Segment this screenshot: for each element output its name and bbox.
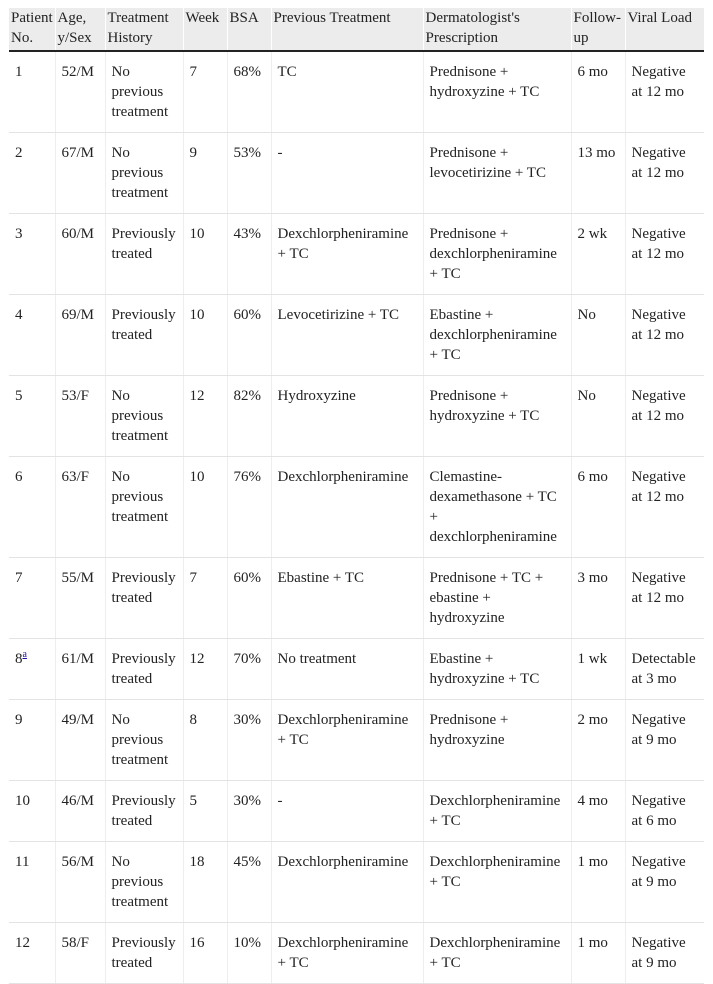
cell-follow-up — [571, 133, 625, 214]
cell-previous-treatment-text: - — [277, 145, 283, 161]
table-container — [9, 8, 704, 984]
cell-viral-load-text: Negative at 12 mo — [631, 226, 686, 262]
cell-week — [183, 781, 227, 842]
cell-week-text: 10 — [189, 307, 205, 323]
table-row — [9, 639, 704, 700]
cell-prescription-text: Prednisone + TC + ebastine + hydroxyzine — [429, 570, 544, 626]
table-row — [9, 781, 704, 842]
cell-follow-up-text: 13 mo — [577, 145, 616, 161]
cell-treatment-history — [105, 51, 183, 133]
cell-prescription-text: Prednisone + levocetirizine + TC — [429, 145, 546, 181]
cell-prescription — [423, 842, 571, 923]
cell-follow-up-text: 6 mo — [577, 64, 608, 80]
cell-previous-treatment — [271, 376, 423, 457]
cell-patient-no-text: 8 — [15, 651, 23, 667]
cell-viral-load — [625, 700, 704, 781]
cell-bsa — [227, 376, 271, 457]
cell-previous-treatment-text: - — [277, 793, 283, 809]
cell-age-sex — [55, 51, 105, 133]
cell-patient-no-text: 4 — [15, 307, 23, 323]
cell-prescription — [423, 295, 571, 376]
cell-previous-treatment — [271, 781, 423, 842]
cell-age-sex — [55, 923, 105, 984]
cell-viral-load-text: Negative at 12 mo — [631, 145, 686, 181]
cell-viral-load-text: Negative at 12 mo — [631, 64, 686, 100]
cell-treatment-history-text: No previous treatment — [111, 145, 169, 201]
cell-prescription-text: Prednisone + hydroxyzine + TC — [429, 388, 540, 424]
cell-treatment-history-text: Previously treated — [111, 226, 176, 262]
cell-prescription — [423, 639, 571, 700]
cell-bsa-text: 30% — [233, 793, 261, 809]
cell-bsa-text: 82% — [233, 388, 261, 404]
cell-prescription-text: Ebastine + hydroxyzine + TC — [429, 651, 540, 687]
cell-follow-up-text: 1 wk — [577, 651, 608, 667]
cell-viral-load — [625, 214, 704, 295]
cell-patient-no — [9, 133, 55, 214]
cell-age-sex-text: 49/M — [61, 712, 95, 728]
cell-viral-load — [625, 457, 704, 558]
cell-age-sex-text: 53/F — [61, 388, 90, 404]
cell-patient-no-text: 10 — [15, 793, 30, 809]
cell-prescription-text: Clemastine-dexamethasone + TC + dexchlorpheniramine — [429, 469, 557, 545]
cell-age-sex — [55, 781, 105, 842]
cell-viral-load-text: Negative at 12 mo — [631, 469, 686, 505]
cell-age-sex-text: 69/M — [61, 307, 95, 323]
cell-prescription — [423, 781, 571, 842]
cell-prescription — [423, 558, 571, 639]
cell-treatment-history-text: No previous treatment — [111, 712, 169, 768]
cell-age-sex — [55, 842, 105, 923]
table-row — [9, 376, 704, 457]
cell-bsa-text: 45% — [233, 854, 261, 870]
cell-viral-load — [625, 639, 704, 700]
cell-bsa — [227, 842, 271, 923]
table-row — [9, 457, 704, 558]
cell-follow-up — [571, 700, 625, 781]
cell-bsa — [227, 295, 271, 376]
cell-week — [183, 295, 227, 376]
cell-prescription-text: Prednisone + hydroxyzine — [429, 712, 509, 748]
cell-age-sex-text: 58/F — [61, 935, 90, 951]
cell-treatment-history — [105, 133, 183, 214]
cell-prescription — [423, 700, 571, 781]
cell-treatment-history — [105, 214, 183, 295]
cell-age-sex-text: 46/M — [61, 793, 95, 809]
cell-follow-up — [571, 923, 625, 984]
cell-follow-up — [571, 376, 625, 457]
cell-treatment-history — [105, 639, 183, 700]
cell-week-text: 12 — [189, 651, 205, 667]
cell-patient-no-text: 11 — [15, 854, 30, 870]
cell-prescription-text: Dexchlorpheniramine + TC — [429, 793, 561, 829]
cell-week-text: 16 — [189, 935, 205, 951]
cell-follow-up-text: 4 mo — [577, 793, 608, 809]
cell-patient-no — [9, 639, 55, 700]
cell-treatment-history — [105, 781, 183, 842]
cell-previous-treatment-text: Levocetirizine + TC — [277, 307, 399, 323]
cell-follow-up — [571, 295, 625, 376]
cell-previous-treatment — [271, 214, 423, 295]
cell-week-text: 9 — [189, 145, 197, 161]
cell-week-text: 8 — [189, 712, 197, 728]
cell-previous-treatment — [271, 51, 423, 133]
table-row — [9, 214, 704, 295]
cell-bsa-text: 53% — [233, 145, 261, 161]
table-row — [9, 133, 704, 214]
col-header-bsa: BSA — [227, 8, 271, 51]
cell-bsa — [227, 558, 271, 639]
cell-treatment-history — [105, 376, 183, 457]
cell-treatment-history — [105, 923, 183, 984]
cell-prescription-text: Ebastine + dexchlorpheniramine + TC — [429, 307, 557, 363]
cell-treatment-history-text: Previously treated — [111, 935, 176, 971]
cell-bsa — [227, 133, 271, 214]
cell-patient-no-text: 6 — [15, 469, 23, 485]
cell-bsa-text: 30% — [233, 712, 261, 728]
cell-patient-no — [9, 295, 55, 376]
cell-follow-up-text: 6 mo — [577, 469, 608, 485]
cell-follow-up — [571, 558, 625, 639]
cell-follow-up — [571, 214, 625, 295]
table-row — [9, 558, 704, 639]
col-header-age-sex: Age, y/Sex — [55, 8, 105, 51]
cell-viral-load-text: Negative at 9 mo — [631, 935, 686, 971]
cell-viral-load-text: Negative at 12 mo — [631, 307, 686, 343]
cell-previous-treatment-text: TC — [277, 64, 297, 80]
cell-age-sex — [55, 376, 105, 457]
cell-prescription-text: Prednisone + hydroxyzine + TC — [429, 64, 540, 100]
cell-viral-load — [625, 923, 704, 984]
cell-previous-treatment-text: Hydroxyzine — [277, 388, 356, 404]
cell-treatment-history-text: No previous treatment — [111, 388, 169, 444]
cell-treatment-history-text: No previous treatment — [111, 64, 169, 120]
cell-age-sex — [55, 133, 105, 214]
cell-week-text: 7 — [189, 64, 197, 80]
cell-follow-up — [571, 457, 625, 558]
cell-week-text: 12 — [189, 388, 205, 404]
cell-previous-treatment — [271, 639, 423, 700]
cell-week-text: 7 — [189, 570, 197, 586]
cell-prescription — [423, 214, 571, 295]
cell-treatment-history-text: Previously treated — [111, 651, 176, 687]
cell-week-text: 18 — [189, 854, 205, 870]
table-header-row — [9, 8, 704, 51]
cell-follow-up-text: 2 wk — [577, 226, 608, 242]
table-row — [9, 295, 704, 376]
cell-patient-no — [9, 781, 55, 842]
cell-viral-load-text: Negative at 12 mo — [631, 388, 686, 424]
cell-patient-no-text: 5 — [15, 388, 23, 404]
cell-prescription — [423, 51, 571, 133]
cell-bsa-text: 43% — [233, 226, 261, 242]
cell-prescription-text: Dexchlorpheniramine + TC — [429, 854, 561, 890]
table-row — [9, 51, 704, 133]
cell-week — [183, 214, 227, 295]
cell-bsa-text: 60% — [233, 570, 261, 586]
footnote-link[interactable]: a — [22, 649, 27, 660]
cell-viral-load — [625, 295, 704, 376]
cell-previous-treatment-text: No treatment — [277, 651, 357, 667]
cell-patient-no-text: 1 — [15, 64, 23, 80]
cell-previous-treatment — [271, 457, 423, 558]
cell-week — [183, 376, 227, 457]
col-header-treatment-history: Treatment History — [105, 8, 183, 51]
cell-week-text: 5 — [189, 793, 197, 809]
cell-follow-up-text: 1 mo — [577, 935, 608, 951]
cell-age-sex-text: 67/M — [61, 145, 95, 161]
col-header-prescription: Dermatologist's Prescription — [423, 8, 571, 51]
cell-treatment-history-text: Previously treated — [111, 793, 176, 829]
cell-viral-load-text: Negative at 12 mo — [631, 570, 686, 606]
cell-bsa-text: 68% — [233, 64, 261, 80]
cell-viral-load — [625, 376, 704, 457]
cell-follow-up-text: 1 mo — [577, 854, 608, 870]
cell-patient-no — [9, 923, 55, 984]
col-header-patient-no: Patient No. — [9, 8, 55, 51]
cell-treatment-history-text: No previous treatment — [111, 854, 169, 910]
cell-age-sex-text: 60/M — [61, 226, 95, 242]
cell-bsa-text: 60% — [233, 307, 261, 323]
cell-week — [183, 457, 227, 558]
cell-viral-load — [625, 781, 704, 842]
cell-prescription — [423, 923, 571, 984]
cell-previous-treatment — [271, 923, 423, 984]
cell-age-sex — [55, 295, 105, 376]
cell-viral-load-text: Detectable at 3 mo — [631, 651, 696, 687]
cell-bsa — [227, 51, 271, 133]
cell-previous-treatment — [271, 133, 423, 214]
cell-patient-no — [9, 376, 55, 457]
cell-age-sex-text: 55/M — [61, 570, 95, 586]
cell-viral-load-text: Negative at 9 mo — [631, 712, 686, 748]
table-row — [9, 923, 704, 984]
cell-viral-load — [625, 558, 704, 639]
cell-viral-load-text: Negative at 6 mo — [631, 793, 686, 829]
cell-week — [183, 842, 227, 923]
cell-prescription-text: Prednisone + dexchlorpheniramine + TC — [429, 226, 557, 282]
cell-week — [183, 133, 227, 214]
cell-week-text: 10 — [189, 469, 205, 485]
cell-bsa — [227, 457, 271, 558]
cell-age-sex — [55, 700, 105, 781]
cell-prescription — [423, 457, 571, 558]
col-header-follow-up: Follow-up — [571, 8, 625, 51]
table-row — [9, 842, 704, 923]
cell-bsa-text: 10% — [233, 935, 261, 951]
patient-table — [9, 8, 704, 984]
cell-patient-no-text: 12 — [15, 935, 30, 951]
cell-treatment-history-text: No previous treatment — [111, 469, 169, 525]
cell-age-sex — [55, 639, 105, 700]
cell-bsa — [227, 639, 271, 700]
cell-previous-treatment — [271, 700, 423, 781]
cell-previous-treatment-text: Dexchlorpheniramine + TC — [277, 226, 409, 262]
table-body — [9, 51, 704, 984]
cell-treatment-history-text: Previously treated — [111, 307, 176, 343]
col-header-week: Week — [183, 8, 227, 51]
table-row — [9, 700, 704, 781]
cell-follow-up — [571, 639, 625, 700]
cell-previous-treatment-text: Dexchlorpheniramine + TC — [277, 712, 409, 748]
cell-previous-treatment-text: Dexchlorpheniramine + TC — [277, 935, 409, 971]
cell-age-sex — [55, 457, 105, 558]
col-header-previous-treatment: Previous Treatment — [271, 8, 423, 51]
col-header-viral-load: Viral Load — [625, 8, 704, 51]
cell-viral-load — [625, 133, 704, 214]
cell-treatment-history — [105, 457, 183, 558]
cell-previous-treatment-text: Dexchlorpheniramine — [277, 469, 409, 485]
cell-week — [183, 558, 227, 639]
cell-bsa — [227, 214, 271, 295]
cell-follow-up-text: 2 mo — [577, 712, 608, 728]
cell-patient-no — [9, 558, 55, 639]
cell-follow-up — [571, 842, 625, 923]
cell-week — [183, 700, 227, 781]
cell-week — [183, 51, 227, 133]
cell-patient-no — [9, 457, 55, 558]
cell-previous-treatment-text: Ebastine + TC — [277, 570, 365, 586]
cell-patient-no-text: 3 — [15, 226, 23, 242]
cell-treatment-history — [105, 700, 183, 781]
cell-week-text: 10 — [189, 226, 205, 242]
cell-previous-treatment — [271, 842, 423, 923]
cell-patient-no — [9, 842, 55, 923]
cell-follow-up — [571, 781, 625, 842]
cell-bsa-text: 70% — [233, 651, 261, 667]
cell-week — [183, 639, 227, 700]
cell-previous-treatment — [271, 295, 423, 376]
cell-age-sex-text: 63/F — [61, 469, 90, 485]
cell-prescription — [423, 376, 571, 457]
cell-follow-up — [571, 51, 625, 133]
cell-age-sex — [55, 558, 105, 639]
cell-treatment-history — [105, 842, 183, 923]
cell-treatment-history — [105, 295, 183, 376]
cell-viral-load — [625, 51, 704, 133]
cell-week — [183, 923, 227, 984]
cell-treatment-history — [105, 558, 183, 639]
cell-bsa-text: 76% — [233, 469, 261, 485]
cell-previous-treatment-text: Dexchlorpheniramine — [277, 854, 409, 870]
cell-patient-no-text: 7 — [15, 570, 23, 586]
cell-bsa — [227, 700, 271, 781]
cell-prescription — [423, 133, 571, 214]
cell-patient-no — [9, 214, 55, 295]
cell-bsa — [227, 781, 271, 842]
cell-previous-treatment — [271, 558, 423, 639]
cell-viral-load — [625, 842, 704, 923]
cell-prescription-text: Dexchlorpheniramine + TC — [429, 935, 561, 971]
cell-viral-load-text: Negative at 9 mo — [631, 854, 686, 890]
cell-age-sex-text: 56/M — [61, 854, 95, 870]
cell-age-sex-text: 61/M — [61, 651, 95, 667]
cell-bsa — [227, 923, 271, 984]
cell-patient-no-text: 2 — [15, 145, 23, 161]
cell-age-sex-text: 52/M — [61, 64, 95, 80]
cell-follow-up-text: No — [577, 388, 596, 404]
cell-patient-no — [9, 700, 55, 781]
cell-follow-up-text: No — [577, 307, 596, 323]
cell-age-sex — [55, 214, 105, 295]
cell-treatment-history-text: Previously treated — [111, 570, 176, 606]
cell-follow-up-text: 3 mo — [577, 570, 608, 586]
cell-patient-no — [9, 51, 55, 133]
cell-patient-no-text: 9 — [15, 712, 23, 728]
